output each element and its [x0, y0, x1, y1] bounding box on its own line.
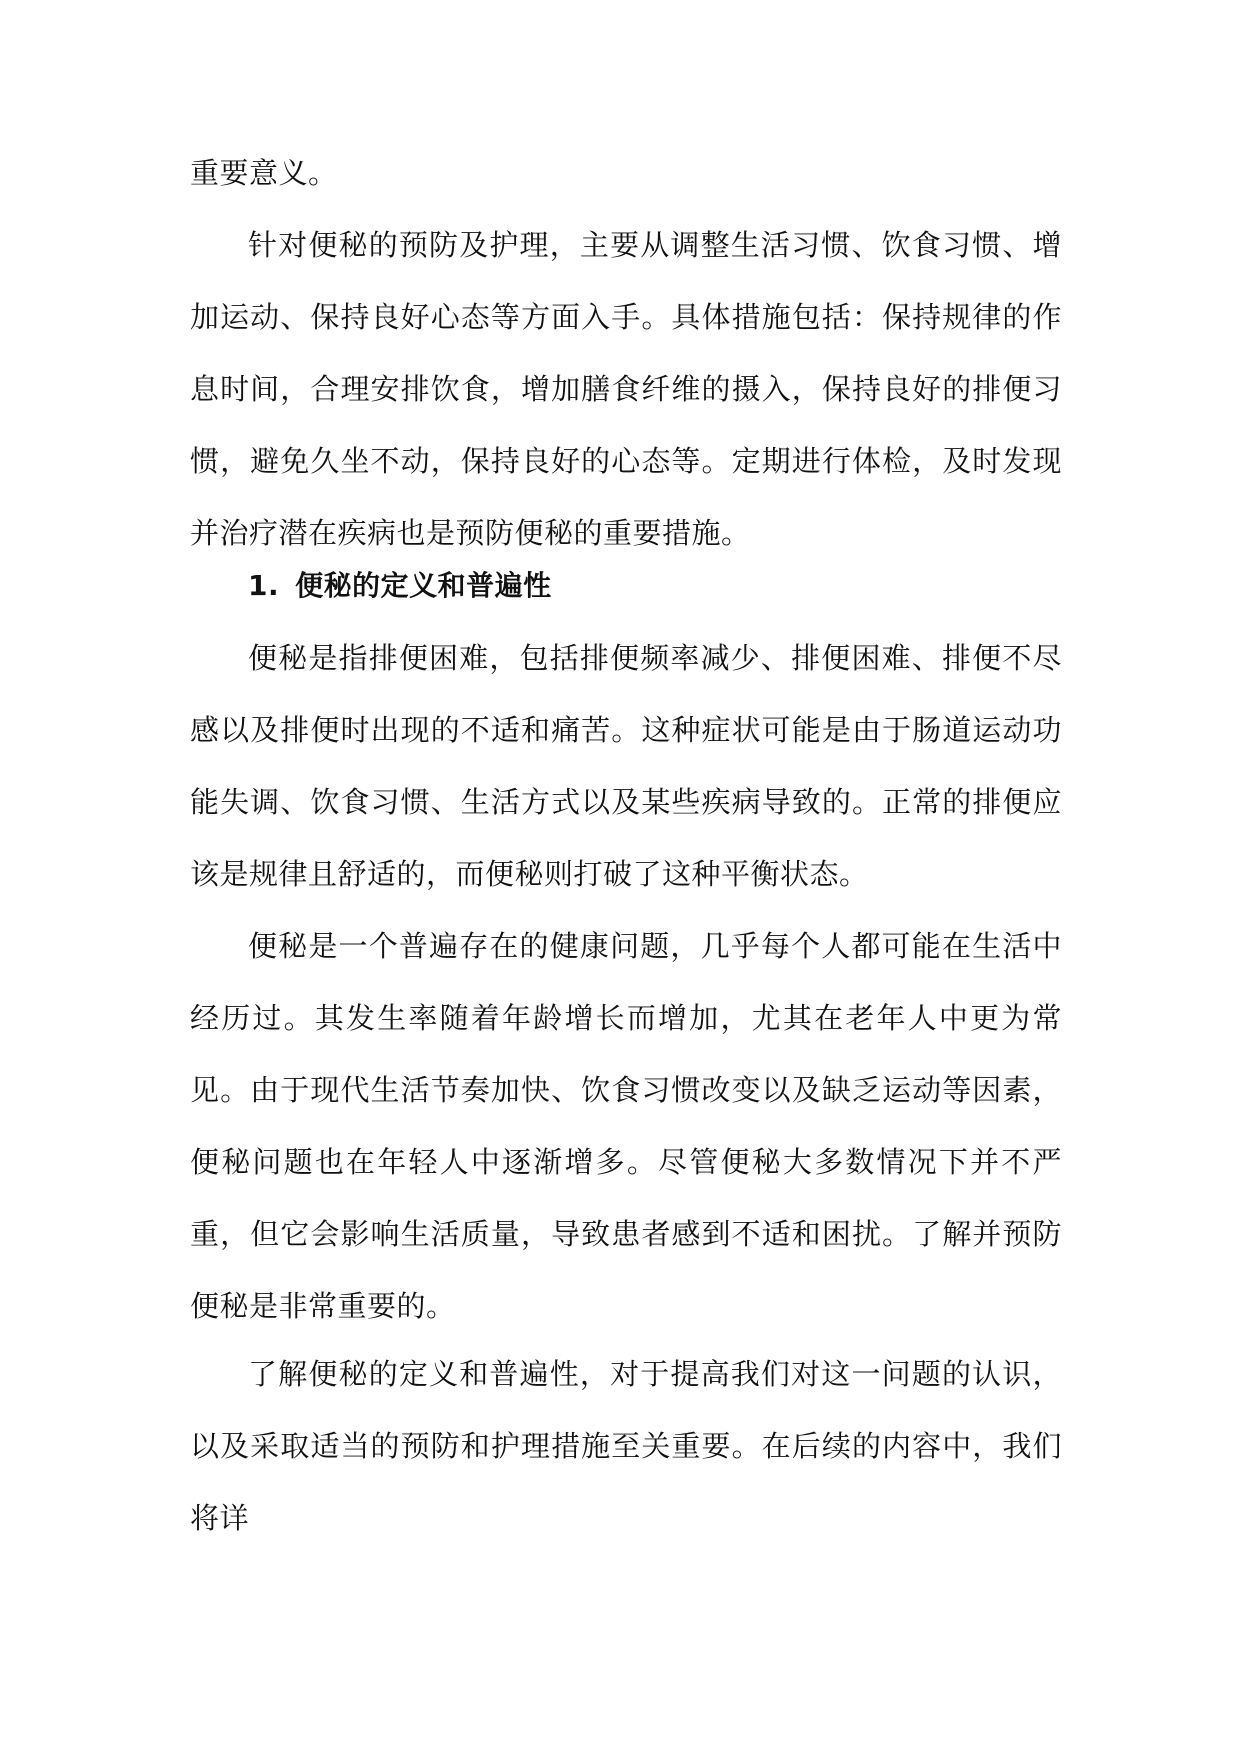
- paragraph-prevention: 针对便秘的预防及护理，主要从调整生活习惯、饮食习惯、增加运动、保持良好心态等方面入手。具体措施包括：保持规律的作息时间，合理安排饮食，增加膳食纤维的摄入，保持良好的排便习惯，避免久坐不动，保持良好的心态等。定期进行体检，及时发现并治疗潜在疾病也是预防便秘的重要措施。: [190, 228, 1062, 550]
- paragraph-definition: 便秘是指排便困难，包括排便频率减少、排便困难、排便不尽感以及排便时出现的不适和痛苦。这种症状可能是由于肠道运动功能失调、饮食习惯、生活方式以及某些疾病导致的。正常的排便应该是规律且舒适的，而便秘则打破了这种平衡状态。: [190, 641, 1062, 891]
- section-heading-1: [248, 550, 552, 622]
- paragraph-understanding: 了解便秘的定义和普遍性，对于提高我们对这一问题的认识，以及采取适当的预防和护理措施至关重要。在后续的内容中，我们将详: [190, 1357, 1062, 1535]
- paragraph-prevalence: 便秘是一个普遍存在的健康问题，几乎每个人都可能在生活中经历过。其发生率随着年龄增长而增加，尤其在老年人中更为常见。由于现代生活节奏加快、饮食习惯改变以及缺乏运动等因素，便秘问题也在年轻人中逐渐增多。尽管便秘大多数情况下并不严重，但它会影响生活质量，导致患者感到不适和困扰。了解并预防便秘是非常重要的。: [190, 929, 1062, 1323]
- paragraph-intro-end: 重要意义。: [190, 156, 338, 190]
- section-number: 1.: [248, 569, 280, 602]
- section-title: 便秘的定义和普遍性: [295, 569, 552, 602]
